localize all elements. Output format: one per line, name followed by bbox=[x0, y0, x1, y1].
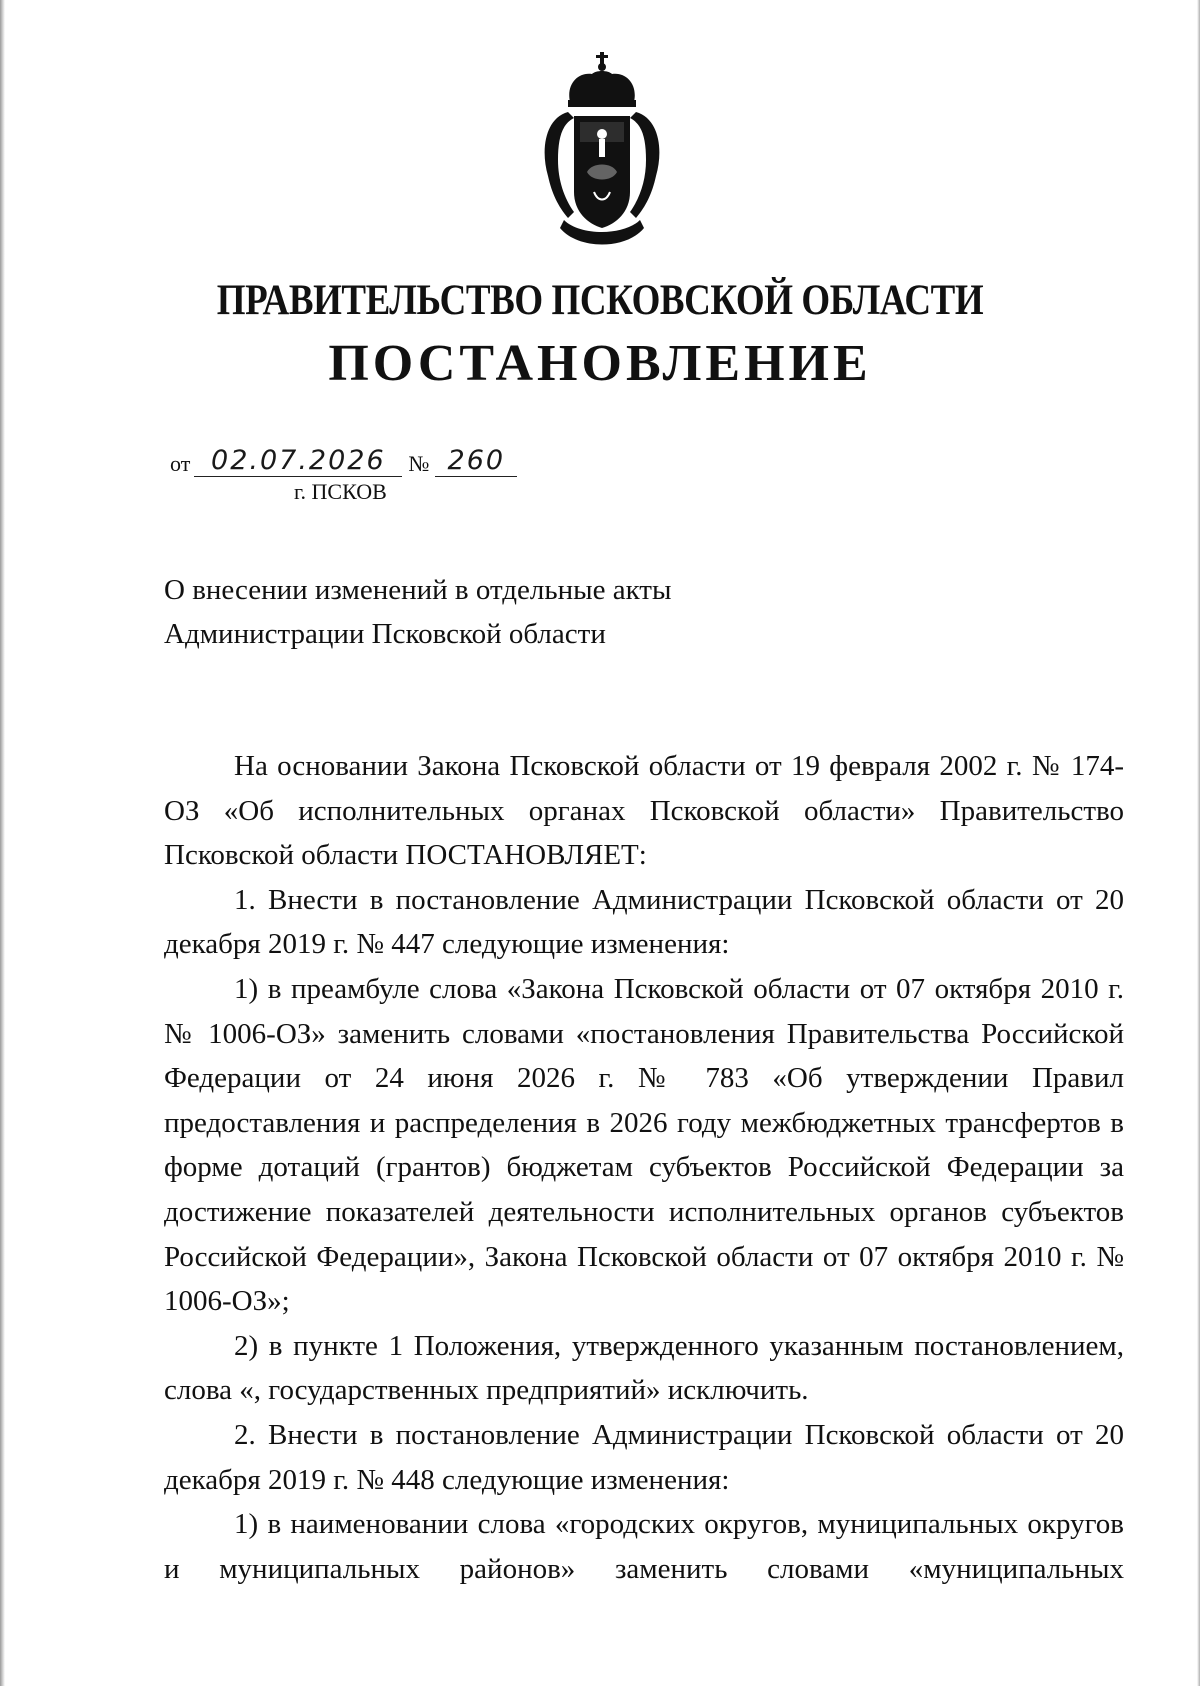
body-paragraph: 2) в пункте 1 Положения, утвержденного указанным постановлением, слова «, государственных предприятий» исключить. bbox=[164, 1329, 1124, 1407]
organization-title: ПРАВИТЕЛЬСТВО ПСКОВСКОЙ ОБЛАСТИ bbox=[216, 277, 984, 324]
document-subject bbox=[164, 568, 671, 656]
handwritten-date: 02.07.2026 bbox=[194, 446, 402, 477]
body-paragraph: 1) в преамбуле слова «Закона Псковской области от 07 октября 2010 г. № 1006-ОЗ» заменить словами «постановления Правительства Российской Федерации от 24 июня 2026 г. № 783 «Об утверждении Правил предоставления и распределения в 2026 году межбюджетных трансфертов в форме дотаций (грантов) бюджетам субъектов Российской Федерации за достижение показателей деятельности исполнительных органов субъектов Российской Федерации», Закона Псковской области от 07 октября 2010 г. № 1006-ОЗ»; bbox=[164, 972, 1124, 1318]
city-label: г. ПСКОВ bbox=[294, 479, 387, 504]
document-type-title: ПОСТАНОВЛЕНИЕ bbox=[328, 335, 872, 392]
date-prefix: от bbox=[170, 451, 191, 476]
pskov-coat-of-arms-icon bbox=[532, 52, 672, 252]
body-paragraph: На основании Закона Псковской области от 19 февраля 2002 г. № 174-ОЗ «Об исполнительных органах Псковской области» Правительство Псковской области ПОСТАНОВЛЯЕТ: bbox=[164, 750, 1124, 872]
body-paragraph: 1. Внести в постановление Администрации Псковской области от 20 декабря 2019 г. № 447 следующие изменения: bbox=[164, 883, 1124, 961]
subject-line: Администрации Псковской области bbox=[164, 618, 606, 650]
handwritten-number: 260 bbox=[435, 446, 517, 477]
date-number-line bbox=[170, 446, 517, 477]
subject-line: О внесении изменений в отдельные акты bbox=[164, 574, 672, 606]
document-body bbox=[164, 744, 1124, 1591]
scan-edge-left bbox=[0, 0, 5, 1686]
body-paragraph: 1) в наименовании слова «городских округов, муниципальных округов и муниципальных районов» заменить словами «муниципальных bbox=[164, 1508, 1124, 1585]
number-sign: № bbox=[408, 451, 430, 476]
body-paragraph: 2. Внести в постановление Администрации Псковской области от 20 декабря 2019 г. № 448 следующие изменения: bbox=[164, 1418, 1124, 1496]
